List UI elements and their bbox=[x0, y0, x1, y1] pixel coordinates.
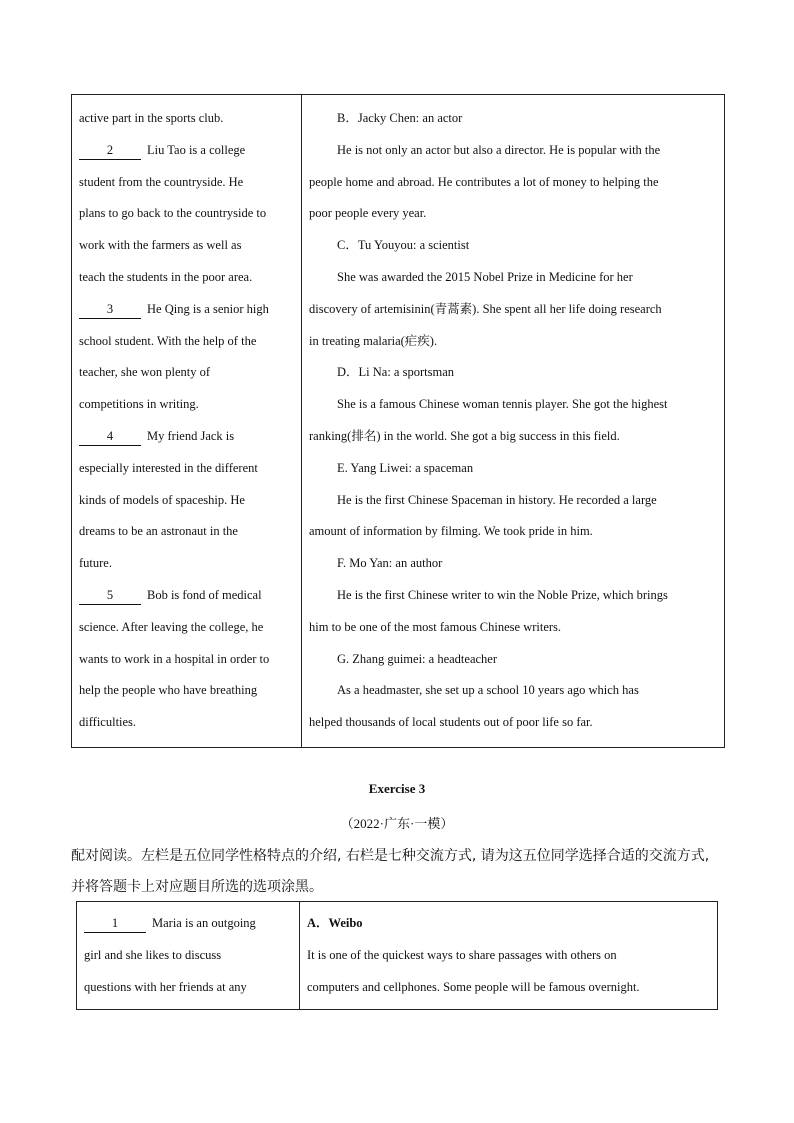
text-line bbox=[79, 326, 295, 358]
line-text: C．Tu Youyou: a scientist bbox=[337, 238, 470, 253]
line-text: She is a famous Chinese woman tennis player. She got the highest bbox=[337, 397, 668, 412]
text-line bbox=[309, 580, 718, 612]
line-text: him to be one of the most famous Chinese writers. bbox=[309, 619, 562, 634]
text-line bbox=[309, 230, 718, 262]
text-line bbox=[309, 644, 718, 676]
line-text: B．Jacky Chen: an actor bbox=[337, 111, 463, 125]
line-text: kinds of models of spaceship. He bbox=[79, 492, 245, 507]
line-text: Liu Tao is a college bbox=[147, 142, 246, 157]
text-line bbox=[79, 612, 295, 644]
line-text: in treating malaria(疟疾). bbox=[309, 333, 438, 348]
answer-blank[interactable]: 4 bbox=[79, 427, 141, 446]
text-line bbox=[309, 421, 718, 453]
table-row bbox=[77, 902, 718, 1010]
text-line bbox=[309, 262, 718, 294]
instruction-line-2: 并将答题卡上对应题目所选的选项涂黑。 bbox=[71, 879, 323, 895]
right-column-content bbox=[300, 902, 717, 1009]
text-line bbox=[79, 357, 295, 389]
text-line bbox=[79, 135, 295, 167]
line-text: questions with her friends at any bbox=[84, 979, 247, 994]
text-line bbox=[84, 908, 293, 940]
text-line bbox=[309, 548, 718, 580]
line-text: He is the first Chinese Spaceman in history. He recorded a large bbox=[337, 492, 657, 507]
text-line bbox=[309, 357, 718, 389]
text-line bbox=[79, 485, 295, 517]
text-line bbox=[79, 262, 295, 294]
text-line bbox=[309, 485, 718, 517]
text-line bbox=[309, 516, 718, 548]
right-column-cell bbox=[302, 95, 725, 748]
text-line bbox=[84, 940, 293, 972]
line-text: science. After leaving the college, he bbox=[79, 619, 264, 634]
text-line bbox=[84, 972, 293, 1004]
answer-blank[interactable]: 3 bbox=[79, 300, 141, 319]
text-line bbox=[309, 326, 718, 358]
line-text: Bob is fond of medical bbox=[147, 587, 262, 602]
line-text: especially interested in the different bbox=[79, 460, 258, 475]
line-text: He is the first Chinese writer to win the Noble Prize, which brings bbox=[337, 587, 668, 602]
line-text: computers and cellphones. Some people will be famous overnight. bbox=[307, 979, 640, 994]
line-text: G. Zhang guimei: a headteacher bbox=[337, 651, 497, 666]
text-line bbox=[79, 675, 295, 707]
exercise-title: Exercise 3 bbox=[368, 781, 426, 796]
text-line bbox=[79, 421, 295, 453]
line-text: F. Mo Yan: an author bbox=[337, 556, 443, 571]
text-line bbox=[309, 294, 718, 326]
line-text: amount of information by filming. We took pride in him. bbox=[309, 524, 593, 539]
line-text: A．Weibo bbox=[307, 916, 363, 930]
answer-blank[interactable]: 2 bbox=[79, 141, 141, 160]
text-line bbox=[309, 198, 718, 230]
line-text: difficulties. bbox=[79, 715, 137, 730]
line-text: D．Li Na: a sportsman bbox=[337, 365, 454, 380]
line-text: people home and abroad. He contributes a lot of money to helping the bbox=[309, 174, 659, 189]
line-text: help the people who have breathing bbox=[79, 683, 258, 698]
text-line bbox=[79, 103, 295, 135]
line-text: competitions in writing. bbox=[79, 397, 199, 412]
line-text: My friend Jack is bbox=[147, 428, 235, 443]
line-text: teacher, she won plenty of bbox=[79, 365, 211, 380]
line-text: active part in the sports club. bbox=[79, 111, 224, 125]
line-text: She was awarded the 2015 Nobel Prize in Medicine for her bbox=[337, 269, 633, 284]
line-text: He Qing is a senior high bbox=[147, 301, 269, 316]
text-line bbox=[309, 103, 718, 135]
text-line bbox=[307, 972, 711, 1004]
line-text: discovery of artemisinin(青蒿素). She spent all her life doing research bbox=[309, 301, 662, 316]
text-line bbox=[79, 644, 295, 676]
line-text: plans to go back to the countryside to bbox=[79, 206, 267, 221]
text-line bbox=[79, 516, 295, 548]
text-line bbox=[307, 908, 711, 940]
text-line bbox=[309, 612, 718, 644]
line-text: poor people every year. bbox=[309, 206, 427, 221]
line-text: It is one of the quickest ways to share passages with others on bbox=[307, 947, 617, 962]
text-line bbox=[79, 580, 295, 612]
left-column-content bbox=[72, 95, 301, 747]
text-line bbox=[79, 548, 295, 580]
answer-blank[interactable]: 1 bbox=[84, 914, 146, 933]
line-text: helped thousands of local students out of poor life so far. bbox=[309, 715, 593, 730]
text-line bbox=[309, 135, 718, 167]
text-line bbox=[309, 389, 718, 421]
matching-table-1 bbox=[71, 94, 725, 748]
text-line bbox=[79, 230, 295, 262]
instruction-line-1: 配对阅读。左栏是五位同学性格特点的介绍, 右栏是七种交流方式, 请为这五位同学选择合适的交流方式, bbox=[71, 848, 710, 864]
table-row bbox=[72, 95, 725, 748]
left-column-cell bbox=[77, 902, 300, 1010]
text-line bbox=[79, 294, 295, 326]
line-text: student from the countryside. He bbox=[79, 174, 244, 189]
text-line bbox=[309, 675, 718, 707]
right-column-content bbox=[302, 95, 724, 747]
text-line bbox=[79, 453, 295, 485]
line-text: work with the farmers as well as bbox=[79, 238, 242, 253]
text-line bbox=[309, 167, 718, 199]
line-text: teach the students in the poor area. bbox=[79, 269, 253, 284]
line-text: E. Yang Liwei: a spaceman bbox=[337, 460, 474, 475]
text-line bbox=[79, 707, 295, 739]
line-text: girl and she likes to discuss bbox=[84, 947, 222, 962]
line-text: wants to work in a hospital in order to bbox=[79, 651, 270, 666]
matching-table-2 bbox=[76, 901, 718, 1010]
right-column-cell bbox=[300, 902, 718, 1010]
text-line bbox=[79, 198, 295, 230]
line-text: ranking(排名) in the world. She got a big success in this field. bbox=[309, 428, 620, 443]
text-line bbox=[309, 453, 718, 485]
left-column-content bbox=[77, 902, 299, 1009]
text-line bbox=[309, 707, 718, 739]
text-line bbox=[79, 389, 295, 421]
line-text: Maria is an outgoing bbox=[152, 916, 256, 930]
line-text: As a headmaster, she set up a school 10 years ago which has bbox=[337, 683, 639, 698]
text-line bbox=[79, 167, 295, 199]
text-line bbox=[307, 940, 711, 972]
left-column-cell bbox=[72, 95, 302, 748]
line-text: dreams to be an astronaut in the bbox=[79, 524, 238, 539]
line-text: He is not only an actor but also a director. He is popular with the bbox=[337, 142, 661, 157]
exercise-source: （2022·广东·一模） bbox=[340, 816, 454, 831]
line-text: future. bbox=[79, 556, 112, 571]
line-text: school student. With the help of the bbox=[79, 333, 257, 348]
answer-blank[interactable]: 5 bbox=[79, 586, 141, 605]
